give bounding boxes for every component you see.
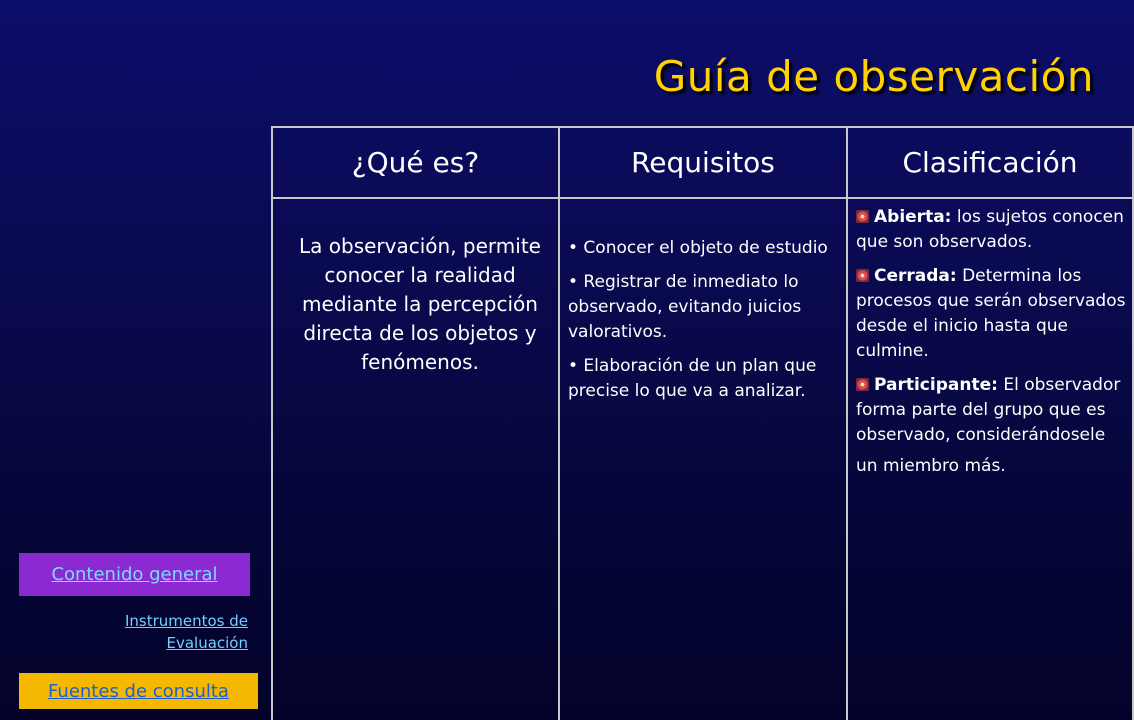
fuentes-consulta-link[interactable]: Fuentes de consulta [48, 680, 229, 702]
requisito-item: • Conocer el objeto de estudio [568, 238, 828, 258]
clasificacion-desc: Determina los procesos que serán observados desde el inicio hasta que culmine. [856, 266, 1126, 361]
clasificacion-item [856, 205, 1132, 255]
clasificacion-item [856, 373, 1132, 448]
flower-bullet-icon [856, 210, 869, 223]
header-clasificacion: Clasificación [902, 145, 1078, 179]
clasificacion-desc: los sujetos conocen que son observados. [856, 207, 1124, 252]
clasificacion-item [856, 264, 1132, 364]
grid-line-2 [846, 126, 848, 720]
clasificacion-list [856, 205, 1132, 479]
flower-bullet-icon [856, 269, 869, 282]
requisito-item: • Elaboración de un plan que precise lo que va a analizar. [568, 356, 817, 401]
instrumentos-link-line2[interactable]: Evaluación [166, 634, 248, 652]
clasificacion-tail: un miembro más. [856, 456, 1006, 476]
grid-line-left [271, 126, 273, 720]
requisito-item: • Registrar de inmediato lo observado, evitando juicios valorativos. [568, 272, 802, 342]
clasificacion-term: Participante: [874, 375, 998, 395]
clasificacion-desc: El observador forma parte del grupo que es observado, considerándosele [856, 375, 1121, 445]
grid-line-1 [558, 126, 560, 720]
clasificacion-term: Abierta: [874, 207, 952, 227]
clasificacion-term: Cerrada: [874, 266, 957, 286]
requisitos-list [568, 236, 844, 413]
instrumentos-evaluacion-link-wrap[interactable] [60, 610, 248, 654]
contenido-general-button[interactable] [19, 553, 250, 596]
contenido-general-link[interactable]: Contenido general [51, 564, 218, 585]
flower-bullet-icon [856, 378, 869, 391]
header-que-es: ¿Qué es? [351, 145, 480, 179]
instrumentos-link-line1[interactable]: Instrumentos de [124, 612, 248, 630]
fuentes-consulta-button[interactable] [19, 673, 258, 709]
page-title: Guía de observación [653, 52, 1094, 101]
header-requisitos: Requisitos [631, 145, 775, 179]
definition-text: La observación, permite conocer la realidad mediante la percepción directa de los objetos y fenómenos. [299, 234, 541, 374]
